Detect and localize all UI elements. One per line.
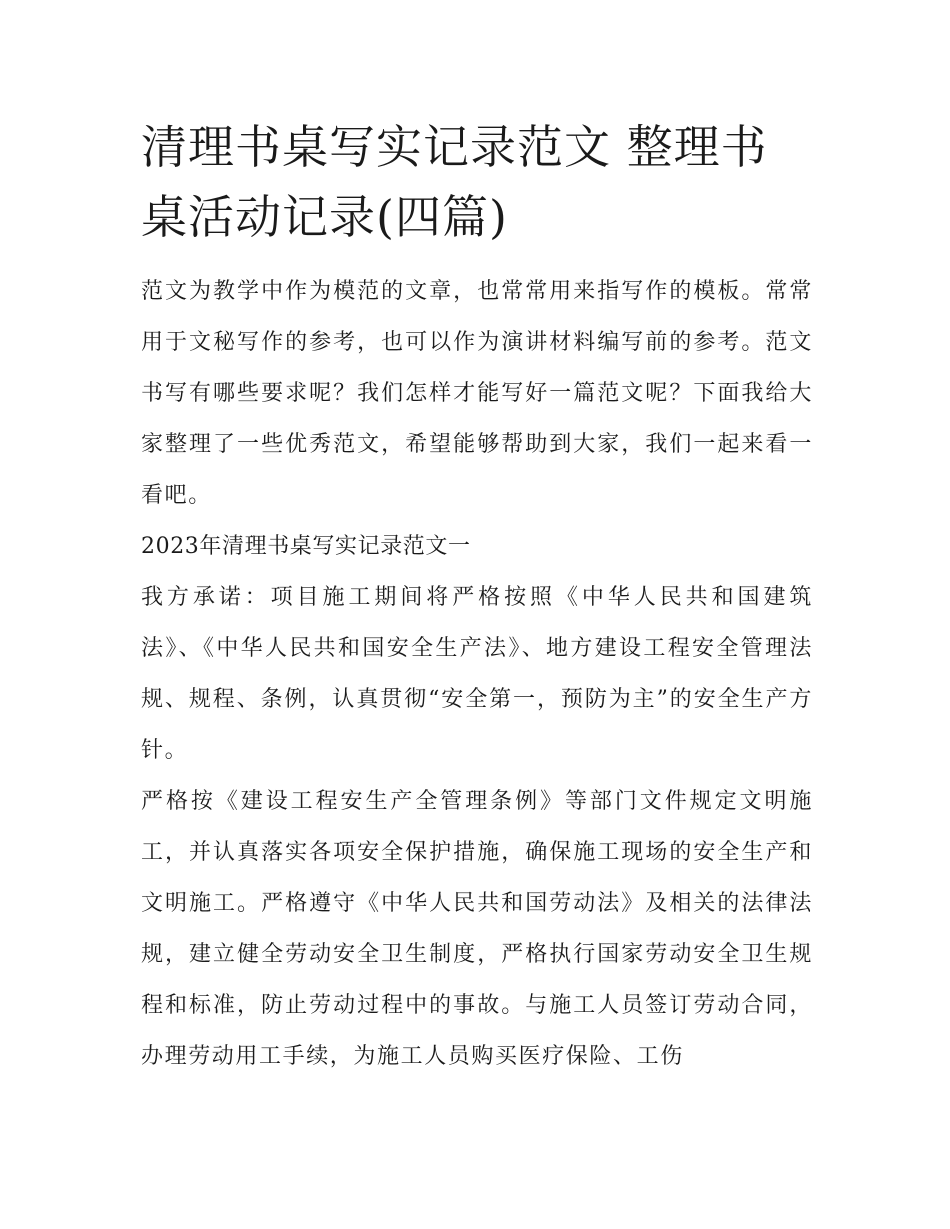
safety-paragraph: 严格按《建设工程安生产全管理条例》等部门文件规定文明施工，并认真落实各项安全保护措施，确保施工现场的安全生产和文明施工。严格遵守《中华人民共和国劳动法》及相关的法律法规，建立健全劳动安全卫生制度，严格执行国家劳动安全卫生规程和标准，防止劳动过程中的事故。与施工人员签订劳动合同，办理劳动用工手续，为施工人员购买医疗保险、工伤 <box>141 789 813 1069</box>
intro-paragraph: 范文为教学中作为模范的文章，也常常用来指写作的模板。常常用于文秘写作的参考，也可以作为演讲材料编写前的参考。范文书写有哪些要求呢？我们怎样才能写好一篇范文呢？下面我给大家整理了一些优秀范文，希望能够帮助到大家，我们一起来看一看吧。 <box>141 279 813 508</box>
document-page <box>141 112 813 1082</box>
section-heading: 2023年清理书桌写实记录范文一 <box>141 534 471 559</box>
document-title: 清理书桌写实记录范文 整理书桌活动记录(四篇) <box>141 120 768 244</box>
document-body <box>141 266 813 1082</box>
commitment-paragraph: 我方承诺：项目施工期间将严格按照《中华人民共和国建筑法》、《中华人民共和国安全生产法》、地方建设工程安全管理法规、规程、条例，认真贯彻“安全第一，预防为主”的安全生产方针。 <box>141 585 813 763</box>
